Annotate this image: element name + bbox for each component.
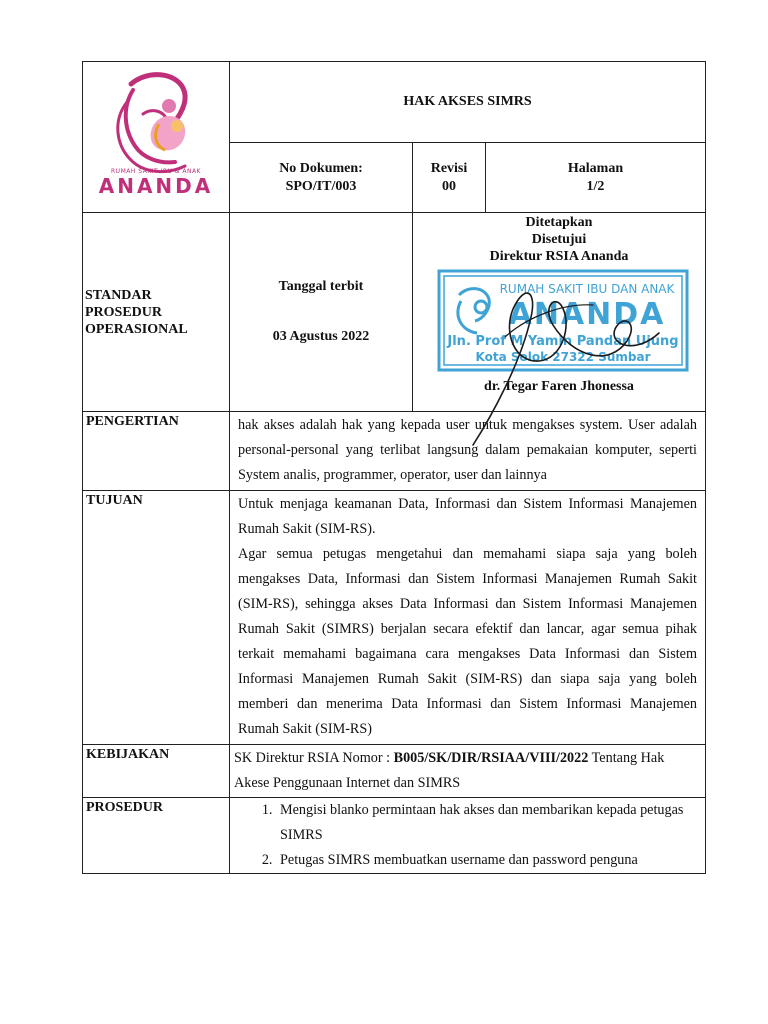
standar-label-line1: STANDAR <box>85 288 152 303</box>
prosedur-steps <box>230 798 706 874</box>
signer-name: dr. Tegar Faren Jhonessa <box>484 379 634 394</box>
ditetapkan-text: Ditetapkan <box>525 215 593 230</box>
approval-cell <box>413 213 706 412</box>
tujuan-paragraph-2: Agar semua petugas mengetahui dan memahami siapa saja yang boleh mengakses Data, Informasi dan Sistem Informasi Manajemen Rumah Sakit (SIM-RS), sehingga akses Data Informasi dan Sistem Informasi Manajemen Rumah Sakit (SIMRS) berjalan secara efektif dan lancar, agar semua pihak terkait memahami bagaimana cara mengakses Data Informasi dan Sistem Informasi Manajemen Rumah Sakit (SIM-RS) dan siapa saja yang boleh memberi dan menerima Data Informasi dan Sistem Informasi Manajemen Rumah Sakit (SIM-RS) <box>238 546 697 737</box>
svg-text:RUMAH SAKIT IBU DAN ANAK: RUMAH SAKIT IBU DAN ANAK <box>499 282 675 296</box>
svg-text:ANANDA: ANANDA <box>98 174 214 198</box>
spo-document <box>82 61 705 874</box>
tanggal-terbit-label: Tanggal terbit <box>278 279 364 294</box>
kebijakan-label: KEBIJAKAN <box>83 745 230 798</box>
mother-child-logo-icon <box>83 62 230 208</box>
tanggal-terbit-value: 03 Agustus 2022 <box>272 329 370 344</box>
halaman-value: 1/2 <box>586 178 605 194</box>
hospital-stamp <box>437 269 689 372</box>
spo-table <box>82 61 706 874</box>
kebijakan-text <box>230 745 706 798</box>
standar-label <box>85 287 188 338</box>
tujuan-paragraph-1: Untuk menjaga keamanan Data, Informasi dan Sistem Informasi Manajemen Rumah Sakit (SIM-RS). <box>238 496 697 537</box>
standar-label-line3: OPERASIONAL <box>85 322 188 337</box>
halaman-label: Halaman <box>567 160 624 176</box>
no-dokumen-label: No Dokumen: <box>279 160 363 176</box>
kebijakan-prefix: SK Direktur RSIA Nomor : <box>234 750 394 766</box>
standar-label-cell <box>83 213 230 412</box>
disetujui-text: Disetujui <box>531 232 587 247</box>
standar-label-line2: PROSEDUR <box>85 305 163 320</box>
kebijakan-suffix: Tentang Hak Akese Penggunaan Internet dan SIMRS <box>234 750 665 791</box>
document-title: HAK AKSES SIMRS <box>230 62 706 143</box>
revisi-value: 00 <box>442 178 456 194</box>
tanggal-terbit-cell <box>230 213 413 412</box>
tujuan-label: TUJUAN <box>83 491 230 745</box>
prosedur-step: 2. Petugas SIMRS membuatkan username dan password penguna <box>276 848 705 873</box>
svg-text:RUMAH SAKIT IBU & ANAK: RUMAH SAKIT IBU & ANAK <box>111 168 201 175</box>
pengertian-label: PENGERTIAN <box>83 412 230 491</box>
tujuan-text <box>230 491 706 745</box>
no-dokumen-cell <box>230 143 413 213</box>
no-dokumen-value: SPO/IT/003 <box>285 178 357 194</box>
kebijakan-nomor: B005/SK/DIR/RSIAA/VIII/2022 <box>393 750 589 766</box>
pengertian-text: hak akses adalah hak yang kepada user untuk mengakses system. User adalah personal-personal yang terlibat langsung dalam pemakaian komputer, seperti System analis, programmer, operator, user dan lainnya <box>230 412 706 491</box>
halaman-cell <box>486 143 706 213</box>
jabatan-text: Direktur RSIA Ananda <box>489 249 629 264</box>
svg-text:Kota Solok 27322 Sumbar: Kota Solok 27322 Sumbar <box>475 350 651 364</box>
prosedur-step: 1. Mengisi blanko permintaan hak akses dan membarikan kepada petugas SIMRS <box>276 798 705 848</box>
revisi-cell <box>413 143 486 213</box>
logo-cell <box>83 62 230 213</box>
approval-header <box>413 213 705 265</box>
stamp-logo-icon <box>458 289 489 333</box>
prosedur-label: PROSEDUR <box>83 798 230 874</box>
revisi-label: Revisi <box>430 160 468 176</box>
prosedur-list <box>230 798 705 873</box>
svg-text:Jln. Prof M Yamin Pandan Ujung: Jln. Prof M Yamin Pandan Ujung <box>447 334 679 349</box>
svg-text:ANANDA: ANANDA <box>508 297 666 332</box>
